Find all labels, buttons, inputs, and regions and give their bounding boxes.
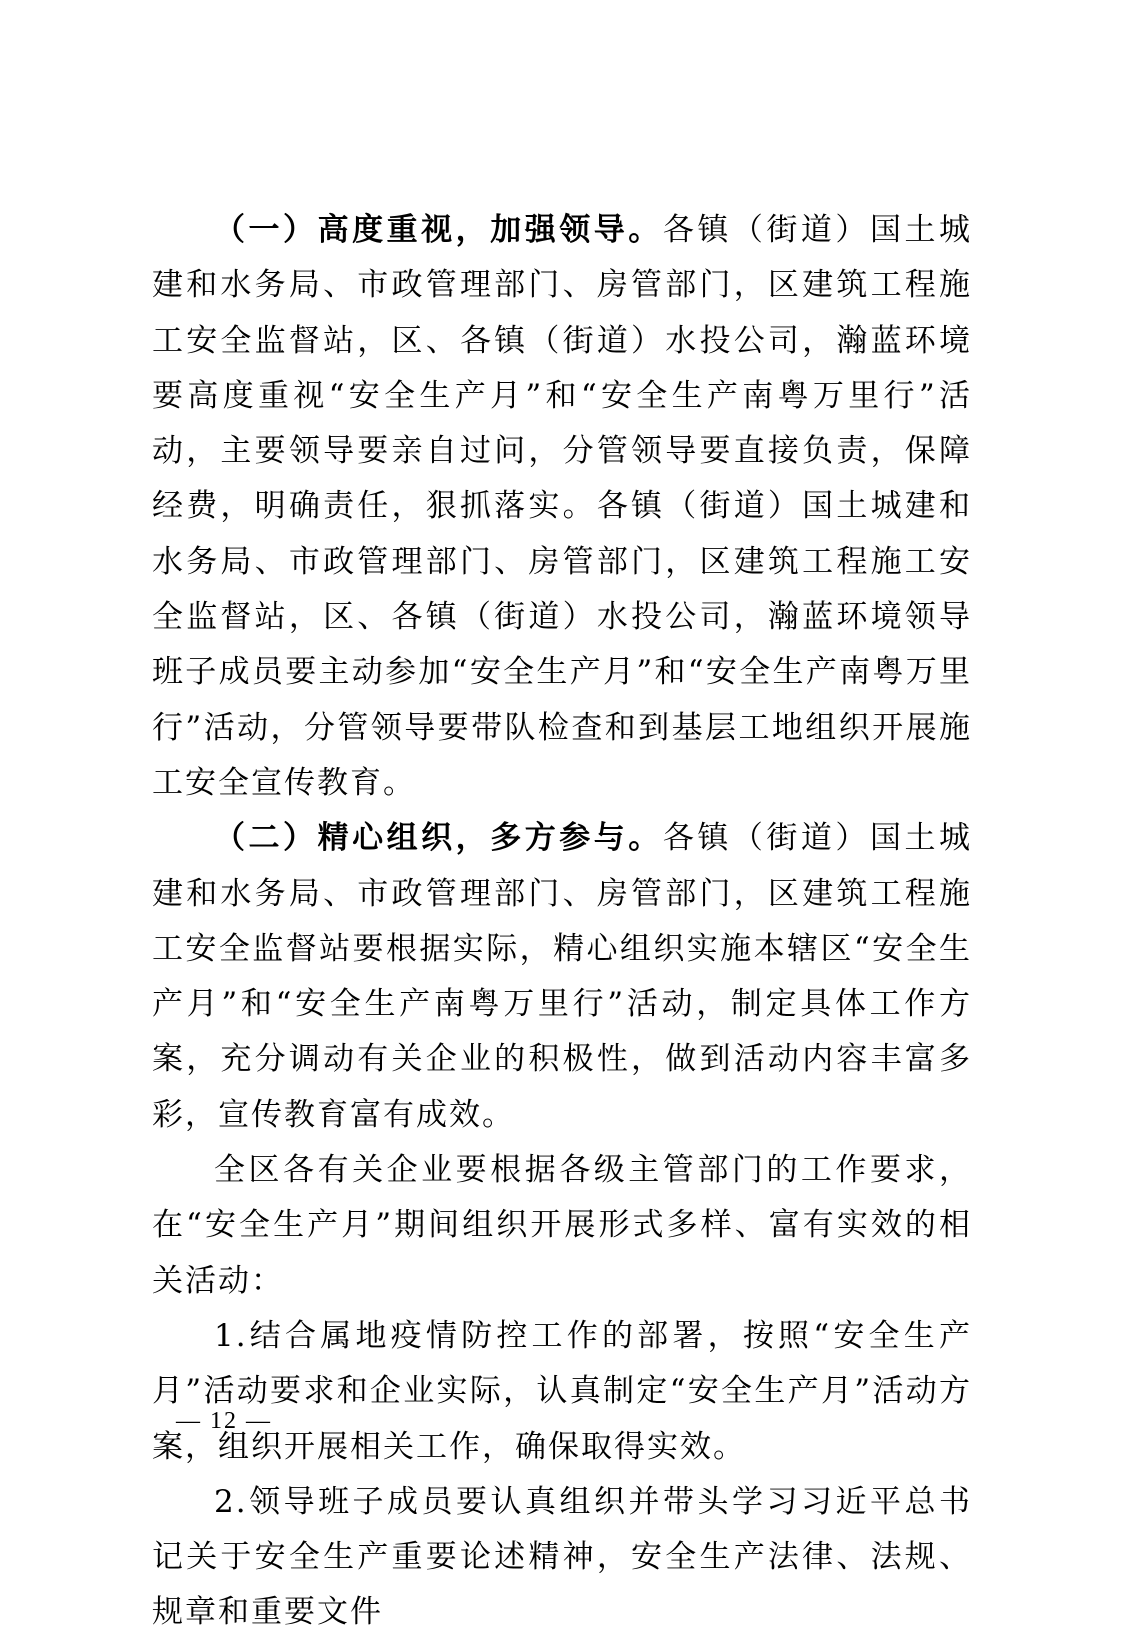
list-item-1 <box>152 1309 972 1475</box>
paragraph-leadership <box>152 203 972 811</box>
section-heading-2: （二）精心组织，多方参与。 <box>214 820 663 857</box>
paragraph-text: 全区各有关企业要根据各级主管部门的工作要求，在“安全生产月”期间组织开展形式多样、富有实效的相关活动： <box>152 1152 972 1299</box>
page-number: — 12 — <box>176 1408 272 1434</box>
paragraph-enterprise-activities <box>152 1143 972 1309</box>
paragraph-text: 1.结合属地疫情防控工作的部署，按照“安全生产月”活动要求和企业实际，认真制定“安全生产月”活动方案，组织开展相关工作，确保取得实效。 <box>152 1317 972 1465</box>
document-body <box>152 203 972 1641</box>
paragraph-text: 2.领导班子成员要认真组织并带头学习习近平总书记关于安全生产重要论述精神，安全生产法律、法规、规章和重要文件 <box>152 1483 972 1631</box>
paragraph-organization <box>152 811 972 1143</box>
paragraph-text: 各镇（街道）国土城建和水务局、市政管理部门、房管部门，区建筑工程施工安全监督站，区、各镇（街道）水投公司，瀚蓝环境要高度重视“安全生产月”和“安全生产南粤万里行”活动，主要领导要亲自过问，分管领导要直接负责，保障经费，明确责任，狠抓落实。各镇（街道）国土城建和水务局、市政管理部门、房管部门，区建筑工程施工安全监督站，区、各镇（街道）水投公司，瀚蓝环境领导班子成员要主动参加“安全生产月”和“安全生产南粤万里行”活动，分管领导要带队检查和到基层工地组织开展施工安全宣传教育。 <box>152 212 973 801</box>
list-item-2 <box>152 1475 972 1641</box>
section-heading-1: （一）高度重视，加强领导。 <box>214 212 663 248</box>
paragraph-text: 各镇（街道）国土城建和水务局、市政管理部门、房管部门，区建筑工程施工安全监督站要根据实际，精心组织实施本辖区“安全生产月”和“安全生产南粤万里行”活动，制定具体工作方案，充分调动有关企业的积极性，做到活动内容丰富多彩，宣传教育富有成效。 <box>152 820 973 1133</box>
